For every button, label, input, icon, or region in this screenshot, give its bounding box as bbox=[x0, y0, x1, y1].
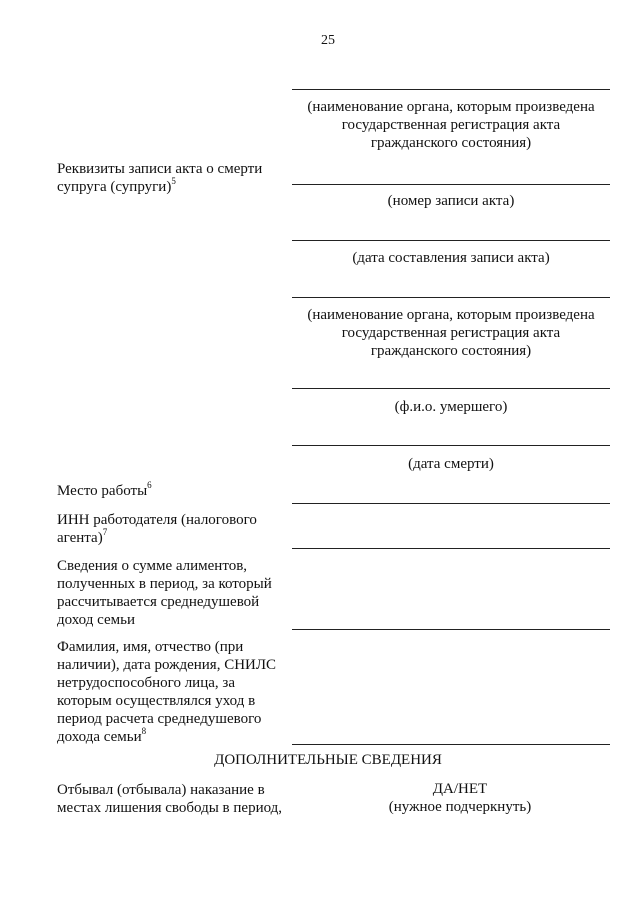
death-date-caption: (дата смерти) bbox=[408, 456, 494, 472]
workplace-label: Место работы$^6$ bbox=[57, 480, 152, 499]
additional-info-heading: ДОПОЛНИТЕЛЬНЫЕ СВЕДЕНИЯ bbox=[214, 752, 442, 768]
deceased-fio-line[interactable] bbox=[292, 388, 610, 389]
org-field-line-1[interactable] bbox=[292, 89, 610, 90]
death-date-line[interactable] bbox=[292, 445, 610, 446]
record-number-line[interactable] bbox=[292, 184, 610, 185]
record-date-caption: (дата составления записи акта) bbox=[352, 250, 550, 266]
org-caption-1: (наименование органа, которым произведена государственная регистрация акта гражданского состояния) bbox=[307, 99, 595, 151]
employer-inn-label: ИНН работодателя (налогового агента)$^7$ bbox=[57, 512, 257, 546]
death-record-label: Реквизиты записи акта о смерти супруга (супруги)$^5$ bbox=[57, 161, 263, 195]
footnote-7: 7 bbox=[102, 527, 108, 537]
footnote-5: 5 bbox=[171, 176, 176, 186]
alimony-line[interactable] bbox=[292, 629, 610, 630]
workplace-line[interactable] bbox=[292, 503, 610, 504]
imprisonment-label: Отбывал (отбывала) наказание в местах лишения свободы в период, bbox=[57, 782, 283, 816]
org-field-line-2[interactable] bbox=[292, 297, 610, 298]
org-caption-2: (наименование органа, которым произведена государственная регистрация акта гражданского состояния) bbox=[307, 307, 595, 359]
underline-hint: (нужное подчеркнуть) bbox=[388, 799, 532, 815]
page-number: 25 bbox=[321, 33, 335, 48]
footnote-6: 6 bbox=[147, 480, 152, 490]
alimony-label: Сведения о сумме алиментов, полученных в период, за который рассчитывается среднедушевой доход семьи bbox=[57, 558, 272, 628]
footnote-8: 8 bbox=[141, 726, 147, 736]
record-number-caption: (номер записи акта) bbox=[387, 193, 515, 209]
yes-no-choice[interactable]: ДА/НЕТ bbox=[432, 781, 488, 797]
employer-inn-line[interactable] bbox=[292, 548, 610, 549]
caregiver-line[interactable] bbox=[292, 744, 610, 745]
caregiver-label: Фамилия, имя, отчество (при наличии), дата рождения, СНИЛС нетрудоспособного лица, за которым осуществлялся уход в период расчета среднедушевого дохода семьи$^8$ bbox=[57, 639, 277, 745]
deceased-fio-caption: (ф.и.о. умершего) bbox=[394, 399, 508, 415]
record-date-line[interactable] bbox=[292, 240, 610, 241]
